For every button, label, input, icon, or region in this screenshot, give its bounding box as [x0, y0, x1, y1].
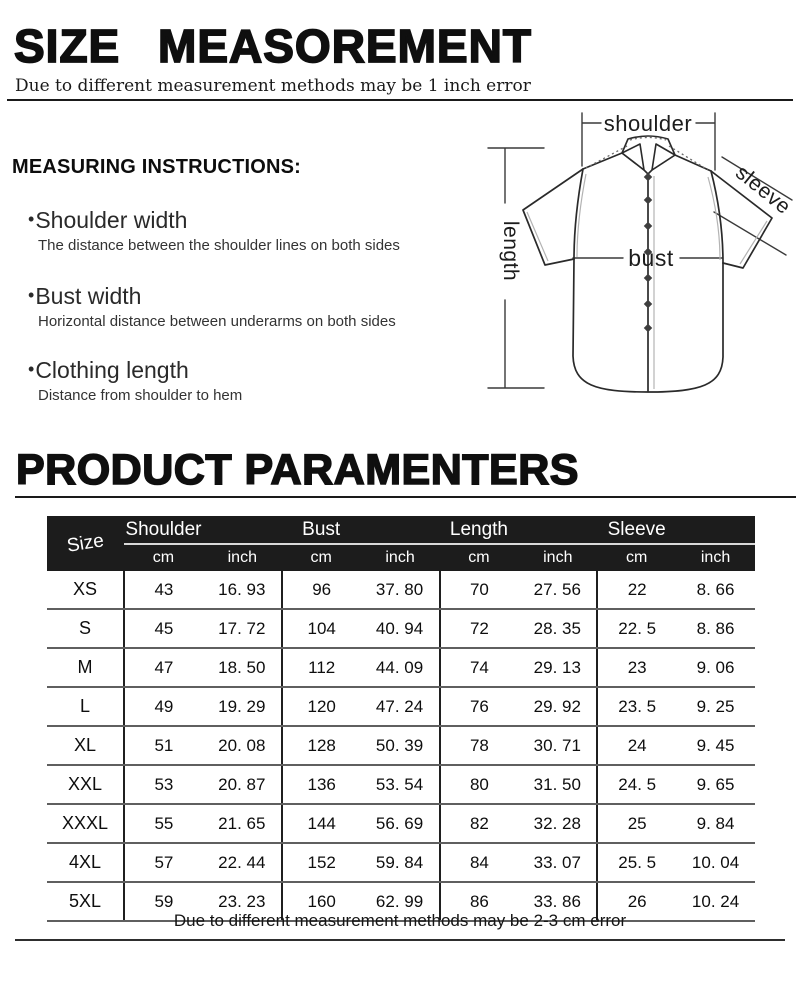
value-cell: 49	[124, 687, 203, 726]
instruction-term: •Bust width	[28, 283, 142, 309]
value-cell: 9. 45	[676, 726, 755, 765]
value-cell: 26	[597, 882, 676, 921]
size-column-header: Size	[47, 516, 124, 571]
size-cell: 4XL	[47, 843, 124, 882]
unit-header: cm	[597, 544, 676, 571]
group-header-shoulder: Shoulder	[124, 516, 282, 544]
left-armhole-seam	[574, 169, 583, 259]
value-cell: 9. 06	[676, 648, 755, 687]
value-cell: 136	[282, 765, 361, 804]
button-dot	[644, 222, 652, 230]
value-cell: 24	[597, 726, 676, 765]
bullet-icon: •	[28, 359, 35, 379]
value-cell: 45	[124, 609, 203, 648]
instruction-item-bust	[28, 282, 448, 330]
value-cell: 23	[597, 648, 676, 687]
value-cell: 40. 94	[361, 609, 440, 648]
unit-header-row	[47, 544, 755, 571]
shirt-diagram	[460, 100, 800, 430]
table-row	[47, 804, 755, 843]
value-cell: 9. 25	[676, 687, 755, 726]
group-header-sleeve: Sleeve	[597, 516, 755, 544]
size-cell: XS	[47, 571, 124, 609]
value-cell: 31. 50	[518, 765, 597, 804]
collar	[622, 136, 675, 174]
value-cell: 47	[124, 648, 203, 687]
label-sleeve: sleeve	[731, 160, 796, 219]
size-cell: XXXL	[47, 804, 124, 843]
unit-header: inch	[676, 544, 755, 571]
value-cell: 51	[124, 726, 203, 765]
value-cell: 16. 93	[203, 571, 282, 609]
value-cell: 22. 5	[597, 609, 676, 648]
button-dot	[644, 324, 652, 332]
label-bust: bust	[628, 245, 674, 271]
value-cell: 27. 56	[518, 571, 597, 609]
table-footnote: Due to different measurement methods may be 2-3 cm error	[173, 911, 627, 930]
value-cell: 9. 84	[676, 804, 755, 843]
value-cell: 96	[282, 571, 361, 609]
size-cell: 5XL	[47, 882, 124, 921]
value-cell: 23. 23	[203, 882, 282, 921]
value-cell: 50. 39	[361, 726, 440, 765]
value-cell: 144	[282, 804, 361, 843]
value-cell: 25. 5	[597, 843, 676, 882]
unit-header: cm	[124, 544, 203, 571]
label-shoulder: shoulder	[603, 111, 693, 136]
value-cell: 18. 50	[203, 648, 282, 687]
value-cell: 76	[440, 687, 519, 726]
value-cell: 152	[282, 843, 361, 882]
right-shoulder-seam	[675, 155, 711, 171]
bullet-icon: •	[28, 209, 35, 229]
bullet-icon: •	[28, 285, 35, 305]
unit-header: inch	[203, 544, 282, 571]
value-cell: 53	[124, 765, 203, 804]
value-cell: 29. 13	[518, 648, 597, 687]
subtitle: Due to different measurement methods may be 1 inch error	[15, 76, 531, 96]
instruction-desc: The distance between the shoulder lines on both sides	[38, 237, 400, 254]
instruction-item-shoulder	[28, 206, 448, 254]
value-cell: 21. 65	[203, 804, 282, 843]
size-table	[47, 516, 755, 922]
value-cell: 82	[440, 804, 519, 843]
instruction-desc: Distance from shoulder to hem	[38, 387, 243, 404]
label-length: length	[499, 220, 522, 282]
value-cell: 8. 86	[676, 609, 755, 648]
value-cell: 10. 04	[676, 843, 755, 882]
value-cell: 43	[124, 571, 203, 609]
button-dot	[644, 274, 652, 282]
value-cell: 25	[597, 804, 676, 843]
page-title: SIZE MEASOREMENT	[14, 20, 532, 72]
instructions-heading: MEASURING INSTRUCTIONS:	[12, 156, 302, 178]
value-cell: 30. 71	[518, 726, 597, 765]
value-cell: 78	[440, 726, 519, 765]
button-dot	[644, 300, 652, 308]
value-cell: 9. 65	[676, 765, 755, 804]
value-cell: 84	[440, 843, 519, 882]
table-row	[47, 687, 755, 726]
unit-header: cm	[282, 544, 361, 571]
table-row	[47, 648, 755, 687]
left-shoulder-seam	[583, 153, 622, 169]
bottom-divider	[15, 939, 785, 941]
value-cell: 53. 54	[361, 765, 440, 804]
value-cell: 32. 28	[518, 804, 597, 843]
table-row	[47, 765, 755, 804]
value-cell: 8. 66	[676, 571, 755, 609]
value-cell: 23. 5	[597, 687, 676, 726]
instruction-item-length	[28, 356, 448, 404]
unit-header: cm	[440, 544, 519, 571]
value-cell: 28. 35	[518, 609, 597, 648]
value-cell: 55	[124, 804, 203, 843]
value-cell: 104	[282, 609, 361, 648]
instruction-desc: Horizontal distance between underarms on both sides	[38, 313, 396, 330]
value-cell: 20. 87	[203, 765, 282, 804]
table-row	[47, 726, 755, 765]
value-cell: 120	[282, 687, 361, 726]
value-cell: 70	[440, 571, 519, 609]
value-cell: 57	[124, 843, 203, 882]
table-row	[47, 843, 755, 882]
value-cell: 33. 86	[518, 882, 597, 921]
seam-detail-lines	[527, 174, 767, 389]
table-row	[47, 609, 755, 648]
value-cell: 29. 92	[518, 687, 597, 726]
value-cell: 19. 29	[203, 687, 282, 726]
value-cell: 59	[124, 882, 203, 921]
instruction-term: •Shoulder width	[28, 207, 188, 233]
value-cell: 22	[597, 571, 676, 609]
product-divider	[15, 496, 796, 498]
product-heading: PRODUCT PARAMENTERS	[16, 446, 579, 494]
group-header-row	[47, 516, 755, 544]
unit-header: inch	[361, 544, 440, 571]
value-cell: 37. 80	[361, 571, 440, 609]
value-cell: 80	[440, 765, 519, 804]
value-cell: 160	[282, 882, 361, 921]
instruction-term: •Clothing length	[28, 357, 189, 383]
value-cell: 59. 84	[361, 843, 440, 882]
table-row	[47, 571, 755, 609]
unit-header: inch	[518, 544, 597, 571]
value-cell: 128	[282, 726, 361, 765]
size-cell: L	[47, 687, 124, 726]
button-dot	[644, 173, 652, 181]
value-cell: 112	[282, 648, 361, 687]
size-cell: M	[47, 648, 124, 687]
value-cell: 72	[440, 609, 519, 648]
size-cell: XL	[47, 726, 124, 765]
size-cell: S	[47, 609, 124, 648]
value-cell: 86	[440, 882, 519, 921]
value-cell: 44. 09	[361, 648, 440, 687]
value-cell: 56. 69	[361, 804, 440, 843]
value-cell: 33. 07	[518, 843, 597, 882]
button-dot	[644, 196, 652, 204]
size-cell: XXL	[47, 765, 124, 804]
group-header-length: Length	[440, 516, 598, 544]
value-cell: 20. 08	[203, 726, 282, 765]
value-cell: 24. 5	[597, 765, 676, 804]
group-header-bust: Bust	[282, 516, 440, 544]
value-cell: 22. 44	[203, 843, 282, 882]
value-cell: 17. 72	[203, 609, 282, 648]
shirt-outline	[523, 153, 772, 392]
value-cell: 47. 24	[361, 687, 440, 726]
value-cell: 10. 24	[676, 882, 755, 921]
value-cell: 62. 99	[361, 882, 440, 921]
value-cell: 74	[440, 648, 519, 687]
